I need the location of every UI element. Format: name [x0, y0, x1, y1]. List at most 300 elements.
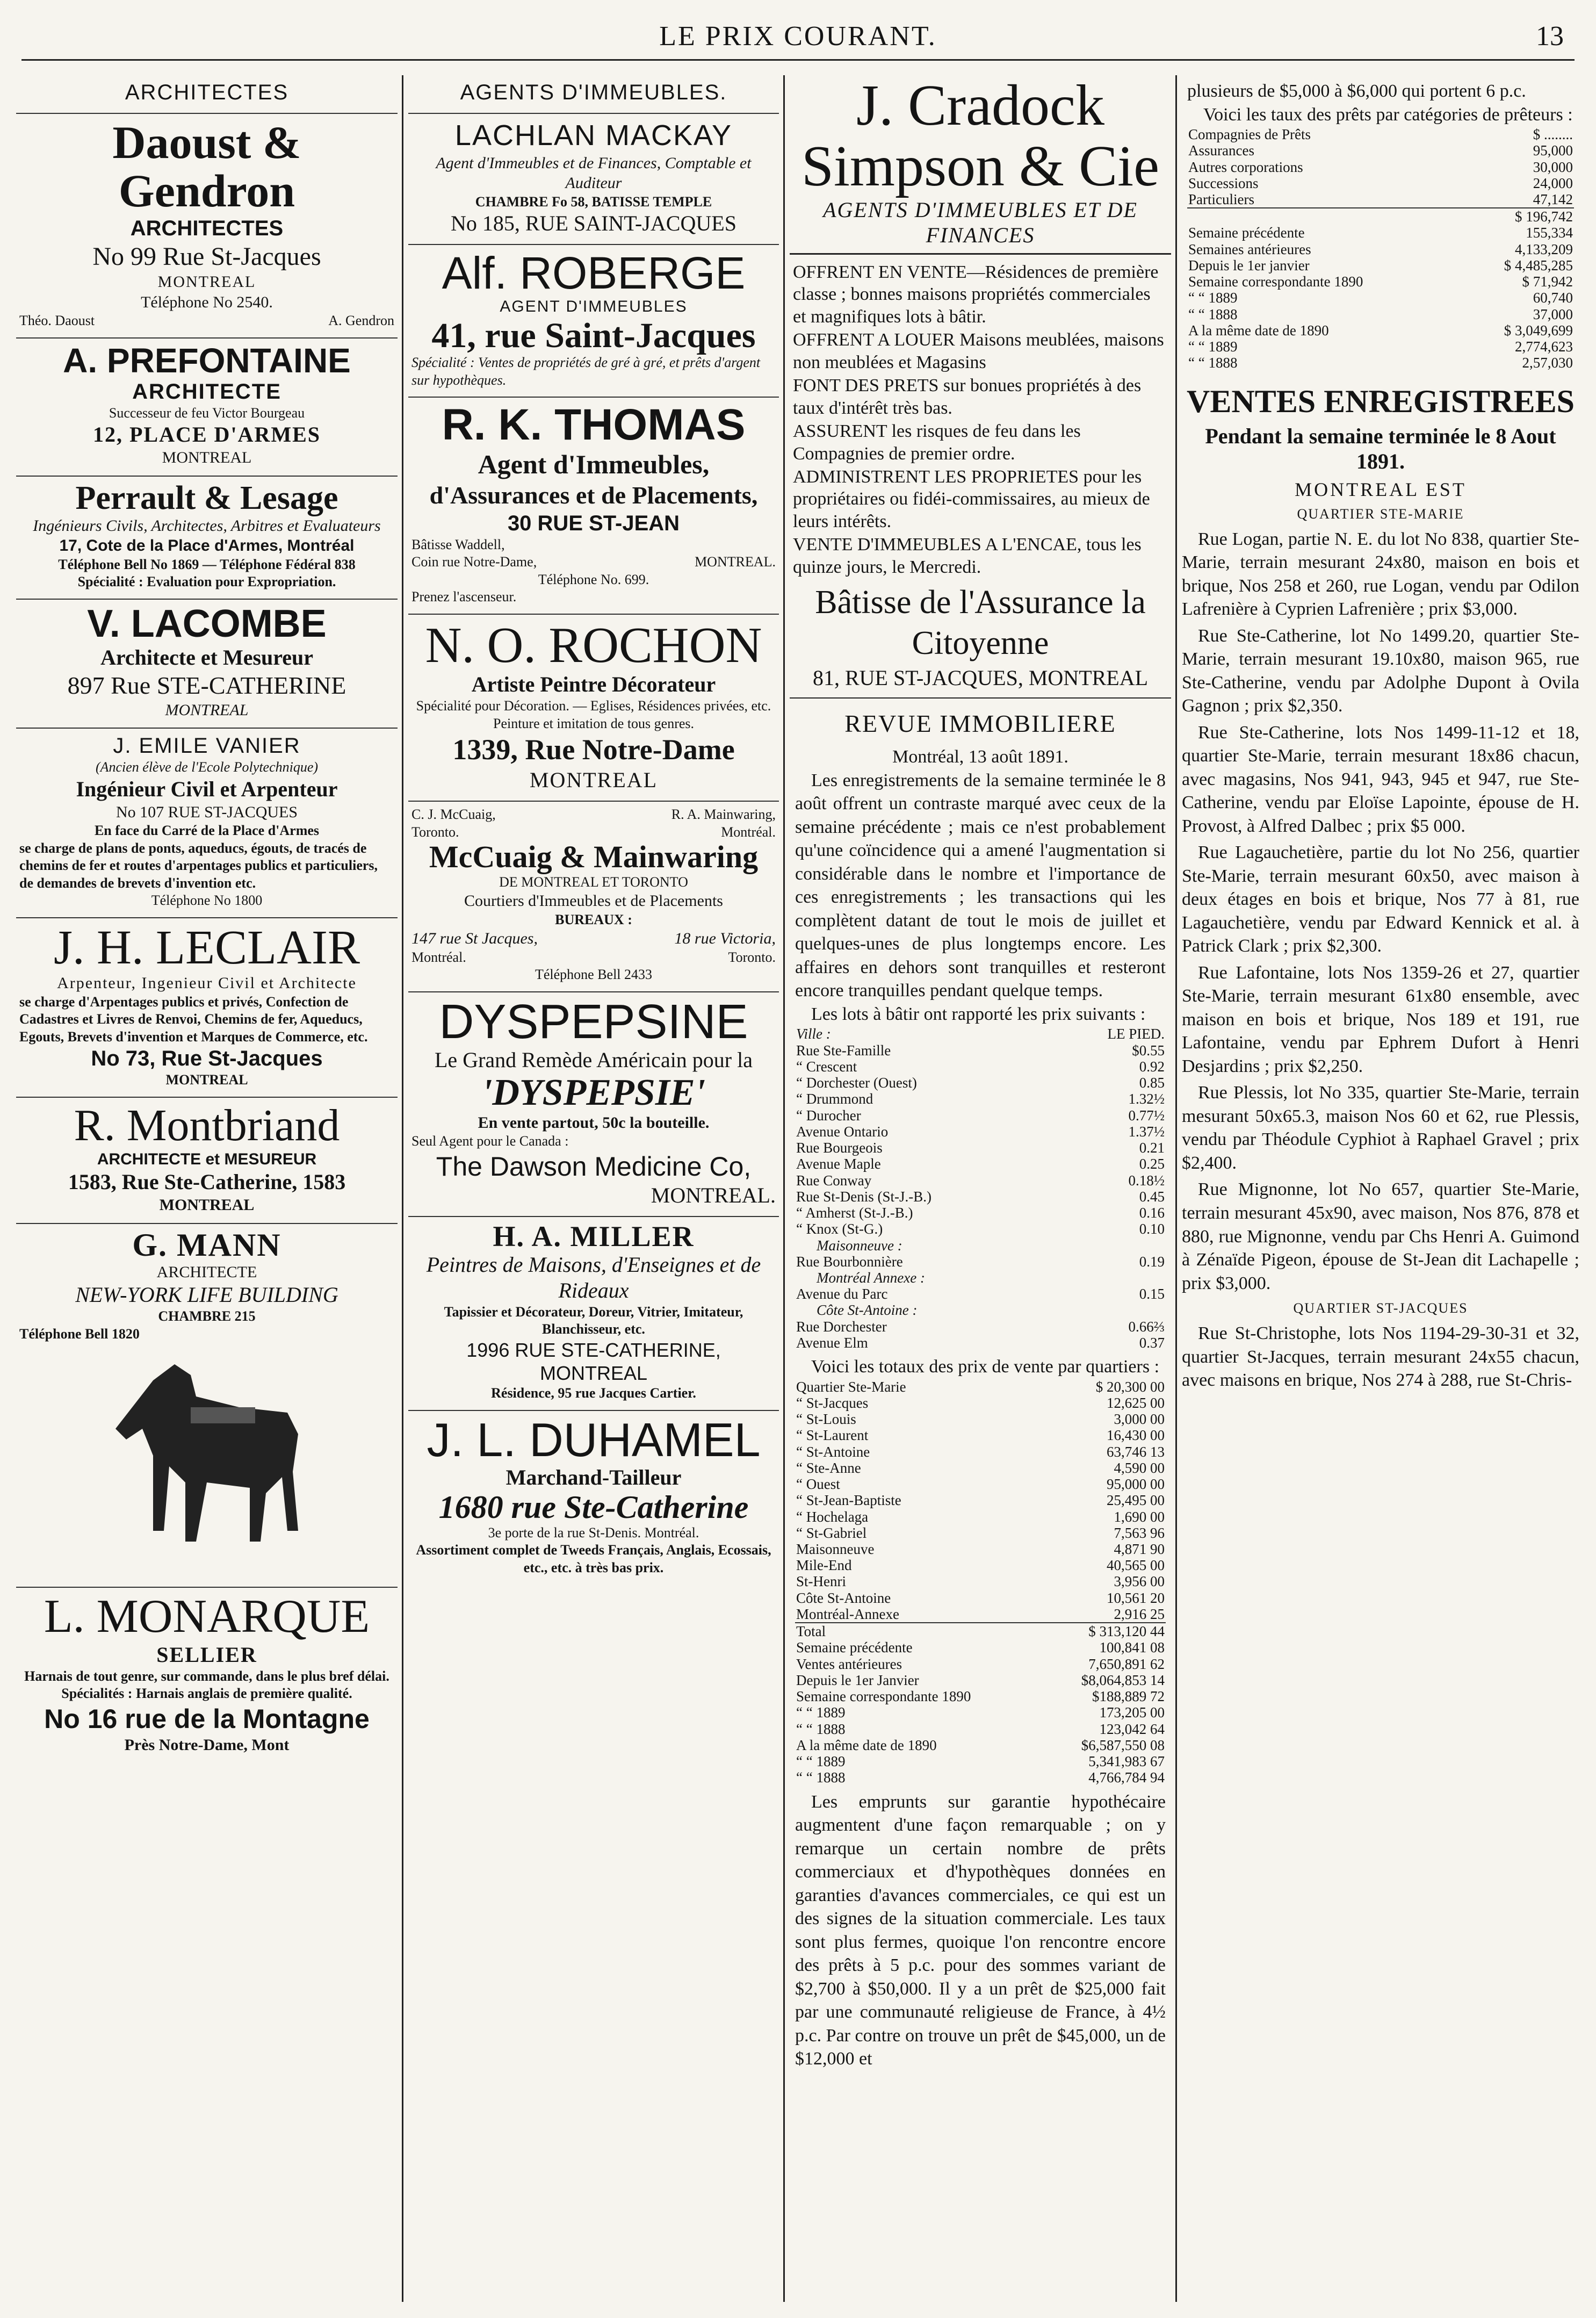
row-value: 0.37: [1139, 1334, 1165, 1351]
ad-name: V. LACOMBE: [87, 602, 327, 645]
ad-phones: Téléphone Bell No 1869 — Téléphone Fédéral 838: [58, 556, 356, 572]
ad-role: SELLIER: [156, 1642, 257, 1667]
table-row: [795, 1172, 1166, 1189]
ad-role: Agent d'Immeubles,: [478, 449, 710, 480]
ad-company: The Dawson Medicine Co,: [436, 1151, 752, 1182]
row-label: Depuis le 1er janvier: [1188, 257, 1310, 273]
ad-role: AGENT D'IMMEUBLES: [500, 298, 688, 316]
offer-line: OFFRENT A LOUER Maisons meublées, maisons non meublées et Magasins: [793, 330, 1164, 372]
ad-office-cities: [411, 949, 776, 967]
row-value: 95,000: [1533, 142, 1573, 159]
lot-prices-body: [795, 1042, 1166, 1351]
row-value: 123,042 64: [1099, 1720, 1165, 1737]
row-label: “ St-Gabriel: [796, 1524, 867, 1541]
table-row: [795, 1335, 1166, 1351]
row-label: “ Ouest: [796, 1476, 840, 1493]
ad-trades: Tapissier et Décorateur, Doreur, Vitrier, Imitateur, Blanchisseur, etc.: [444, 1304, 743, 1337]
ad-facing: En face du Carré de la Place d'Armes: [94, 823, 320, 839]
table-row: [1187, 159, 1574, 175]
row-value: 0.18½: [1128, 1172, 1165, 1189]
ad-description: Le Grand Remède Américain pour la: [435, 1048, 753, 1072]
lot-prices-table: [795, 1026, 1166, 1351]
row-label: Depuis le 1er Janvier: [796, 1672, 919, 1688]
table-row: [795, 1302, 1166, 1318]
ad-role: ARCHITECTE: [156, 1263, 257, 1281]
ad-description: Ingénieurs Civils, Architectes, Arbitres et Evaluateurs: [33, 516, 381, 535]
ad-former: (Ancien élève de l'Ecole Polytechnique): [95, 759, 319, 775]
partner-name: Théo. Daoust: [19, 313, 95, 329]
ad-address: 41, rue Saint-Jacques: [431, 315, 756, 355]
row-label: Rue St-Denis (St-J.-B.): [796, 1188, 931, 1205]
table-row: [795, 1075, 1166, 1091]
ad-mccuaig-mainwaring: [408, 802, 779, 992]
table-row: [795, 1753, 1166, 1769]
row-value: $8,064,853 14: [1081, 1672, 1165, 1688]
offers-list: [790, 255, 1171, 699]
loan-stats-body: [1187, 208, 1574, 371]
row-value: 30,000: [1533, 159, 1573, 175]
row-value: 0.45: [1139, 1188, 1165, 1205]
table-row: [795, 1286, 1166, 1302]
loans-section: [1182, 75, 1579, 376]
row-label: Avenue Elm: [796, 1334, 868, 1351]
ad-phone: Téléphone Bell 2433: [535, 967, 653, 983]
vente-entry: Rue Logan, partie N. E. du lot No 838, quartier Ste-Marie, terrain mesurant 24x80, maison en bois et brique, Nos 258 et 260, rue Logan, vendu par Odilon Lafrenière à Cyprien Lafrenière ; prix $3,000.: [1182, 529, 1579, 620]
ad-name: McCuaig & Mainwaring: [429, 839, 759, 875]
table-row: [795, 1140, 1166, 1156]
ad-specialty: Spécialité pour Décoration. — Eglises, Résidences privées, etc.: [416, 698, 771, 714]
table-row: [795, 1525, 1166, 1541]
ad-miller: [408, 1217, 779, 1411]
row-value: $ 313,120 44: [1045, 1623, 1166, 1639]
ad-room: CHAMBRE Fo 58, BATISSE TEMPLE: [475, 193, 712, 210]
row-label: Maisonneuve :: [817, 1237, 902, 1254]
article-paragraph: Voici les totaux des prix de vente par quartiers :: [811, 1357, 1160, 1377]
building-name: Bâtisse de l'Assurance la Citoyenne: [815, 584, 1146, 661]
quartier-totals-body: [795, 1379, 1166, 1623]
column-agents: [408, 75, 779, 2302]
table-row: [795, 1189, 1166, 1205]
page-number: 13: [1536, 21, 1564, 52]
ad-cradock-simpson: [790, 75, 1171, 255]
table-row: [795, 1606, 1166, 1623]
row-label: Côte St-Antoine: [796, 1589, 891, 1606]
row-label: Semaine correspondante 1890: [1188, 273, 1363, 290]
table-row: [795, 1221, 1166, 1237]
partner-name: C. J. McCuaig,: [411, 807, 496, 823]
row-label: Montréal-Annexe: [796, 1606, 899, 1622]
quartier-heading: QUARTIER STE-MARIE: [1297, 506, 1464, 522]
ad-name: DYSPEPSINE: [439, 995, 748, 1049]
table-row: [795, 1237, 1166, 1254]
lenders-body: [1187, 126, 1574, 208]
row-label: Avenue Maple: [796, 1156, 881, 1172]
ad-corner: [411, 553, 776, 571]
ad-room: CHAMBRE 215: [158, 1308, 256, 1324]
section-heading: [408, 75, 779, 114]
column-rule: [402, 75, 403, 2302]
ad-name: LACHLAN MACKAY: [454, 119, 733, 152]
table-row: [1187, 322, 1574, 339]
row-label: Rue Ste-Famille: [796, 1042, 891, 1059]
row-value: 60,740: [1533, 290, 1573, 306]
row-value: 1.32½: [1128, 1091, 1165, 1107]
row-label: Ventes antérieures: [796, 1655, 902, 1672]
ad-address: 30 RUE ST-JEAN: [507, 511, 680, 535]
ad-description: Peintres de Maisons, d'Enseignes et de Rideaux: [426, 1252, 761, 1302]
ad-near: Près Notre-Dame, Mont: [124, 1736, 290, 1754]
row-label: “ Ste-Anne: [796, 1459, 861, 1476]
quartier-totals-table: [795, 1379, 1166, 1786]
column-rule: [1175, 75, 1177, 2302]
ad-mackay: [408, 114, 779, 245]
row-label: “ Amherst (St-J.-B.): [796, 1205, 913, 1221]
ad-role: ARCHITECTES: [130, 216, 284, 240]
ad-monarque: [16, 1588, 398, 1762]
row-label: Semaine précédente: [1188, 225, 1305, 241]
ad-name: N. O. ROCHON: [425, 617, 762, 673]
ad-name: Perrault & Lesage: [75, 479, 338, 516]
table-row: [795, 1492, 1166, 1508]
ad-role: ARCHITECTE: [132, 379, 281, 404]
article-paragraph: plusieurs de $5,000 à $6,000 qui portent 6 p.c.: [1187, 81, 1526, 101]
ad-city: MONTREAL: [529, 768, 658, 793]
ad-subtitle: DE MONTREAL ET TORONTO: [499, 874, 688, 890]
row-label: “ Durocher: [796, 1107, 861, 1124]
ad-role: ARCHITECTE et MESUREUR: [97, 1150, 317, 1168]
ad-name: G. MANN: [132, 1227, 281, 1263]
ad-description: se charge d'Arpentages publics et privés, Confection de Cadastres et Livres de Renvoi, Chemins de fer, Aqueducs, Egouts, Brevets d'invention et Marques de Commerce, etc.: [19, 994, 368, 1045]
row-label: Rue Dorchester: [796, 1318, 887, 1335]
row-value: 0.77½: [1128, 1107, 1165, 1124]
ad-phone: Téléphone Bell 1820: [19, 1326, 140, 1342]
row-value: 0.16: [1139, 1205, 1165, 1221]
offer-line: VENTE D'IMMEUBLES A L'ENCAE, tous les quinze jours, le Mercredi.: [793, 535, 1142, 577]
row-label: Mile-End: [796, 1557, 852, 1574]
office-address: 147 rue St Jacques,: [411, 930, 538, 948]
row-value: $ ........: [1533, 126, 1573, 143]
table-row: [1187, 175, 1574, 191]
ad-address: 1339, Rue Notre-Dame: [452, 733, 735, 766]
table-row: [795, 1721, 1166, 1737]
table-row: [795, 1124, 1166, 1140]
district-heading: MONTREAL EST: [1295, 478, 1467, 500]
column-header: Ville :: [796, 1026, 831, 1042]
ad-address: No 99 Rue St-Jacques: [92, 242, 321, 271]
row-value: 12,625 00: [1107, 1394, 1165, 1411]
row-label: Quartier Ste-Marie: [796, 1378, 906, 1395]
row-value: $6,587,550 08: [1081, 1737, 1165, 1753]
row-value: 155,334: [1526, 225, 1573, 241]
ad-name: R. Montbriand: [74, 1100, 340, 1150]
row-label: Total: [795, 1623, 1045, 1639]
ad-role: Ingénieur Civil et Arpenteur: [76, 776, 338, 801]
table-row: [1187, 355, 1574, 371]
vente-entry: Rue Plessis, lot No 335, quartier Ste-Marie, terrain mesurant 50x65.3, maison Nos 60 et 62, rue Plessis, vendu par Théodule Cyphiot à Raphael Gravel ; prix $2,400.: [1182, 1083, 1579, 1173]
row-label: “ “ 1888: [1188, 355, 1238, 371]
harness-horse-illustration: [94, 1348, 320, 1574]
row-value: $0.55: [1132, 1042, 1165, 1059]
table-row: [795, 1590, 1166, 1606]
section-title: ARCHITECTES: [125, 81, 289, 104]
ad-imitation: Peinture et imitation de tous genres.: [493, 715, 695, 731]
ad-specialty: Spécialité : Evaluation pour Expropriation.: [77, 574, 336, 590]
row-value: 47,142: [1533, 191, 1573, 207]
table-row: [1187, 273, 1574, 290]
ad-bureaux: BUREAUX :: [555, 911, 632, 927]
ad-name: A. PREFONTAINE: [63, 341, 351, 380]
ad-specialty: Spécialités : Harnais anglais de première qualité.: [61, 1686, 352, 1702]
lenders-table: [1187, 126, 1574, 371]
offer-line: ADMINISTRENT LES PROPRIETES pour les propriétaires ou fidéi-commissaires, au mieux de leurs intérêts.: [793, 467, 1150, 531]
table-row: [795, 1656, 1166, 1672]
table-row: [1187, 339, 1574, 355]
row-value: 0.15: [1139, 1286, 1165, 1302]
ad-address: 897 Rue STE-CATHERINE: [67, 671, 346, 699]
row-label: Maisonneuve: [796, 1541, 875, 1557]
table-row: [795, 1737, 1166, 1753]
ad-near: 3e porte de la rue St-Denis. Montréal.: [488, 1524, 699, 1540]
table-row: [795, 1042, 1166, 1059]
ad-elevator: Prenez l'ascenseur.: [411, 589, 517, 605]
summary-totals-body: [795, 1623, 1166, 1786]
row-label: “ “ 1889: [796, 1753, 846, 1770]
ad-city: MONTREAL: [159, 1196, 255, 1214]
row-label: Assurances: [1188, 142, 1254, 159]
ad-role: d'Assurances et de Placements,: [429, 481, 758, 509]
row-value: $ 3,049,699: [1504, 322, 1573, 339]
ad-corner-text: Coin rue Notre-Dame,: [411, 554, 537, 570]
ad-prefontaine: [16, 339, 398, 477]
ad-partners: [411, 806, 776, 824]
office-city: Montréal.: [411, 949, 466, 965]
row-value: 16,430 00: [1107, 1427, 1165, 1444]
column-revue: [790, 75, 1171, 2302]
ad-phone: Téléphone No 1800: [151, 892, 263, 909]
vente-entry: Rue Lagauchetière, partie du lot No 256, quartier Ste-Marie, terrain mesurant 60x50, avec maison à deux étages en bois et brique, Nos 77 à 81, rue Lagauchetière, vendu par Edward Kennick et al. à Patrick Clark ; prix $2,300.: [1182, 843, 1579, 956]
column-rule: [783, 75, 785, 2302]
table-row: [795, 1107, 1166, 1124]
section-heading: [16, 75, 398, 114]
ad-successor: Successeur de feu Victor Bourgeau: [109, 405, 305, 421]
row-label: “ St-Louis: [796, 1411, 856, 1428]
ad-montbriand: [16, 1098, 398, 1224]
vente-entry: Rue Ste-Catherine, lots Nos 1499-11-12 et 18, quartier Ste-Marie, terrain mesurant 18x86 chacun, avec magasins, Nos 941, 943, 945 et 947, rue Ste-Catherine, vendu par Eloïse Lapointe, épouse de H. Provost, à Alfred Dalbec ; prix $5 000.: [1182, 722, 1579, 836]
row-label: “ St-Jean-Baptiste: [796, 1492, 901, 1509]
table-row: [795, 1769, 1166, 1786]
row-label: “ “ 1888: [796, 1720, 846, 1737]
row-value: [1054, 1302, 1166, 1318]
row-value: 63,746 13: [1107, 1443, 1165, 1460]
ad-partner-cities: [411, 824, 776, 841]
row-value: 173,205 00: [1099, 1704, 1165, 1721]
article-paragraph: Les lots à bâtir ont rapporté les prix suivants :: [811, 1004, 1146, 1024]
office-address: 18 rue Victoria,: [674, 930, 776, 948]
row-value: 1.37½: [1128, 1123, 1165, 1140]
table-row: [1187, 126, 1574, 142]
ad-partners: [19, 312, 394, 330]
ad-name: Alf. ROBERGE: [442, 248, 746, 299]
ad-address: 12, PLACE D'ARMES: [92, 422, 321, 447]
table-row: [795, 1091, 1166, 1107]
ad-specialty: Spécialité : Ventes de propriétés de gré à gré, et prêts d'argent sur hypothèques.: [411, 355, 761, 388]
row-value: 2,916 25: [1114, 1606, 1165, 1622]
row-value: 95,000 00: [1107, 1476, 1165, 1493]
table-row: [795, 1623, 1166, 1639]
table-row: [1187, 225, 1574, 241]
row-value: 37,000: [1533, 306, 1573, 322]
partner-city: Montréal.: [721, 824, 776, 840]
row-value: 0.21: [1139, 1140, 1165, 1156]
vente-entry: Rue Mignonne, lot No 657, quartier Ste-Marie, terrain mesurant 45x90, avec maison, Nos 876, 878 et 880, rue Mignonne, vendu par Chs Henri A. Guimond à Zénaïde Pigeon, épouse de St-Jean dit Lachapelle ; prix $3,000.: [1182, 1179, 1579, 1293]
article-paragraph: Voici les taux des prêts par catégories de prêteurs :: [1203, 104, 1573, 125]
row-value: $ 196,742: [1463, 208, 1574, 225]
row-label: [1187, 208, 1463, 225]
offer-line: ASSURENT les risques de feu dans les Compagnies de premier ordre.: [793, 421, 1081, 464]
section-title: AGENTS D'IMMEUBLES.: [460, 81, 727, 104]
ad-word: 'DYSPEPSIE': [481, 1072, 706, 1114]
ad-building: NEW-YORK LIFE BUILDING: [75, 1283, 338, 1307]
partner-name: A. Gendron: [328, 313, 394, 329]
row-label: Semaine correspondante 1890: [796, 1688, 971, 1705]
row-value: $ 4,485,285: [1504, 257, 1573, 273]
ad-name: J. Cradock Simpson & Cie: [801, 75, 1160, 199]
row-value: 0.92: [1139, 1058, 1165, 1075]
row-value: [1054, 1237, 1166, 1254]
row-label: Rue Bourbonnière: [796, 1253, 903, 1270]
article-paragraph: Les enregistrements de la semaine terminée le 8 août offrent un contraste marqué avec ceux de la semaine précédente ; mais ce n'est probablement qu'une coïncidence qui a amené l'augmentation si considérable dans le nombre et l'importance de ces enregistrements ; les transactions qui les complètent datant de tout le mois de juillet et quelques-unes de plus longtemps encore. Les affaires en dehors sont tranquilles et resteront encore tranquilles pendant quelque temps.: [795, 770, 1166, 1001]
ad-lacombe: [16, 600, 398, 729]
row-label: “ “ 1889: [1188, 339, 1238, 355]
partner-name: R. A. Mainwaring,: [671, 807, 776, 823]
row-value: 100,841 08: [1099, 1639, 1165, 1656]
page-header: [21, 16, 1575, 61]
row-value: 0.85: [1139, 1075, 1165, 1091]
table-header-row: [795, 1026, 1166, 1042]
ad-name: J. H. LECLAIR: [54, 920, 360, 974]
row-value: 25,495 00: [1107, 1492, 1165, 1509]
table-row: [795, 1319, 1166, 1335]
table-row: [795, 1573, 1166, 1589]
row-label: “ “ 1889: [796, 1704, 846, 1721]
revue-immobiliere-article: [790, 699, 1171, 2075]
row-value: 3,956 00: [1114, 1573, 1165, 1590]
row-value: 0.10: [1139, 1221, 1165, 1237]
ad-agent: Seul Agent pour le Canada :: [411, 1133, 569, 1149]
table-row: [795, 1395, 1166, 1411]
row-label: “ “ 1888: [1188, 306, 1238, 322]
ad-name: L. MONARQUE: [44, 1590, 370, 1643]
row-label: “ St-Jacques: [796, 1394, 869, 1411]
row-label: Rue Bourgeois: [796, 1140, 883, 1156]
ad-address: No 73, Rue St-Jacques: [91, 1047, 323, 1071]
table-row: [795, 1557, 1166, 1573]
ad-phone: Téléphone No. 699.: [538, 571, 649, 587]
table-row: [795, 1411, 1166, 1427]
table-row: [1187, 191, 1574, 208]
row-value: $ 20,300 00: [1095, 1378, 1165, 1395]
office-city: Toronto.: [728, 949, 776, 965]
ad-name: H. A. MILLER: [493, 1220, 695, 1252]
row-value: 5,341,983 67: [1088, 1753, 1165, 1770]
ad-name: Daoust & Gendron: [112, 117, 301, 217]
table-row: [795, 1476, 1166, 1492]
ad-rochon: [408, 615, 779, 802]
row-value: 7,563 96: [1114, 1524, 1165, 1541]
offer-line: FONT DES PRETS sur bonues propriétés à des taux d'intérêt très bas.: [793, 376, 1142, 418]
article-title: REVUE IMMOBILIERE: [844, 710, 1116, 738]
row-label: Compagnies de Prêts: [1188, 126, 1311, 143]
row-value: $ 71,942: [1522, 273, 1573, 290]
ad-subtitle: AGENTS D'IMMEUBLES ET DE FINANCES: [823, 197, 1138, 247]
row-label: Particuliers: [1188, 191, 1254, 207]
row-value: 4,871 90: [1114, 1541, 1165, 1557]
ad-vanier: [16, 729, 398, 918]
ad-city: MONTREAL: [162, 449, 252, 467]
ad-role: Marchand-Tailleur: [505, 1465, 682, 1489]
row-label: Côte St-Antoine :: [817, 1302, 918, 1319]
row-value: 3,000 00: [1114, 1411, 1165, 1428]
row-label: Rue Conway: [796, 1172, 872, 1189]
table-row: [795, 1427, 1166, 1443]
ad-sale: En vente partout, 50c la bouteille.: [478, 1113, 710, 1132]
row-label: Semaine précédente: [796, 1639, 913, 1656]
table-row: [795, 1541, 1166, 1557]
table-row: [795, 1254, 1166, 1270]
building-address: 81, RUE ST-JACQUES, MONTREAL: [812, 665, 1149, 690]
ad-stock: Assortiment complet de Tweeds Français, Anglais, Ecossais, etc., etc. à très bas prix.: [416, 1542, 771, 1575]
vente-entry: Rue Ste-Catherine, lot No 1499.20, quartier Ste-Marie, terrain mesurant 19.10x80, maison 965, rue Ste-Catherine, vendu par Adolphe Dupont à Ovila Gagnon ; prix $2,350.: [1182, 625, 1579, 716]
vente-entry: Rue Lafontaine, lots Nos 1359-26 et 27, quartier Ste-Marie, terrain mesurant 61x80 ensemble, avec maison en bois et brique, Nos 189 et 191, rue Lafontaine, vendu par Ephrem Dufort à Henri Desjardins ; prix $2,250.: [1182, 962, 1579, 1076]
row-label: Successions: [1188, 175, 1259, 191]
row-value: 0.66⅔: [1128, 1318, 1165, 1335]
row-value: $188,889 72: [1092, 1688, 1165, 1705]
ad-thomas: [408, 398, 779, 614]
row-label: “ Drummond: [796, 1091, 873, 1107]
row-value: 10,561 20: [1107, 1589, 1165, 1606]
ad-phone: Téléphone No 2540.: [141, 293, 273, 311]
table-row: [1187, 257, 1574, 273]
row-value: 0.25: [1139, 1156, 1165, 1172]
article-paragraph: Les emprunts sur garantie hypothécaire augmentent d'une façon remarquable ; on y remarque un certain nombre de prêts commerciaux et d'hypothèques données en garanties d'avances commerciales, ce qui est un des signes de la situation commerciale. Les taux sont plus fermes, quoique l'on rencontre encore des prêts à 5 p.c. pour des sommes variant de $2,700 à $50,000. Il y a un prêt de $25,000 fait par une communauté religieuse de France, à 4½ p.c. Par contre on trouve un prêt de $45,000, un de $12,000 et: [795, 1791, 1166, 2069]
quartier-heading: QUARTIER ST-JACQUES: [1293, 1300, 1468, 1316]
table-row: [1187, 142, 1574, 159]
ad-offices: [411, 928, 776, 949]
row-label: A la même date de 1890: [1188, 322, 1329, 339]
column-ventes: [1182, 75, 1579, 2302]
row-label: “ St-Laurent: [796, 1427, 869, 1444]
row-value: 4,133,209: [1515, 241, 1573, 257]
row-value: 7,650,891 62: [1088, 1655, 1165, 1672]
column-header: LE PIED.: [1107, 1026, 1165, 1042]
row-label: “ Knox (St-G.): [796, 1221, 883, 1237]
row-label: “ Hochelaga: [796, 1508, 869, 1525]
ad-city: MONTREAL.: [695, 554, 776, 570]
ad-dyspepsine: [408, 992, 779, 1217]
ad-mann: [16, 1224, 398, 1588]
row-value: [1054, 1270, 1166, 1286]
table-row: [1187, 241, 1574, 257]
ad-roberge: [408, 245, 779, 398]
ad-name: J. EMILE VANIER: [113, 734, 301, 758]
ad-description: Agent d'Immeubles et de Finances, Comptable et Auditeur: [436, 154, 752, 192]
ad-duhamel: [408, 1411, 779, 1585]
ad-address: 1996 RUE STE-CATHERINE, MONTREAL: [466, 1338, 721, 1384]
column-architectes: [16, 75, 398, 2302]
row-label: Avenue Ontario: [796, 1123, 889, 1140]
row-label: St-Henri: [796, 1573, 846, 1590]
ad-description: Harnais de tout genre, sur commande, dans le plus bref délai.: [24, 1668, 389, 1684]
